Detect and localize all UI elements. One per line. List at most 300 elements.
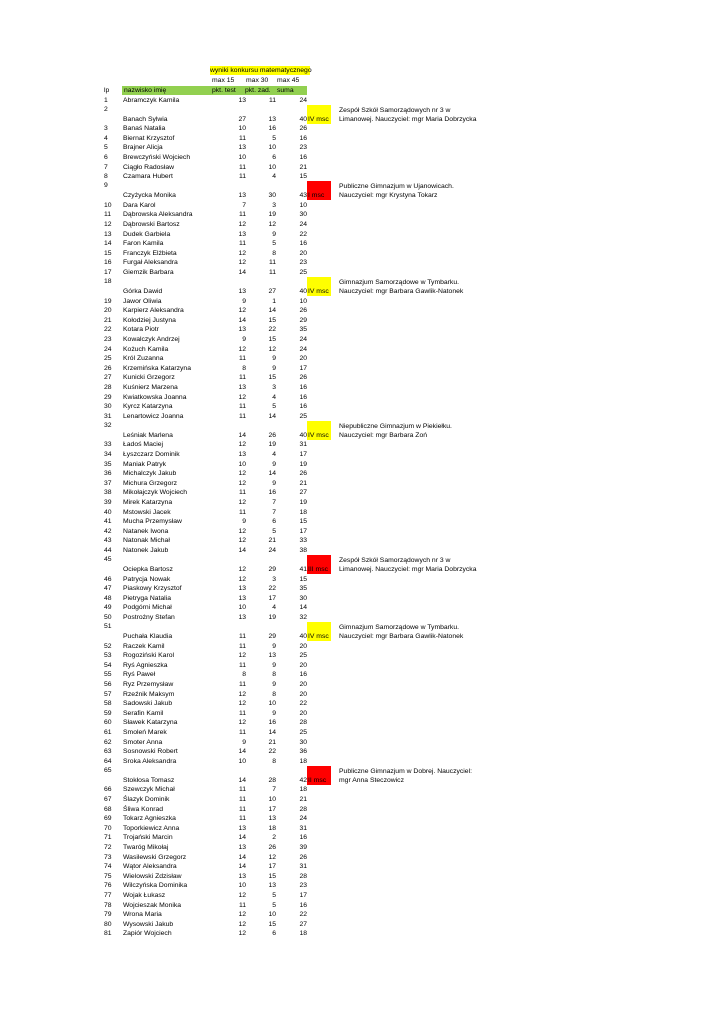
place-badge [307, 287, 331, 296]
cell-name: Zapiór Wojciech [123, 930, 172, 938]
cell-sum: 18 [299, 930, 307, 938]
cell-sum: 20 [299, 355, 307, 363]
table-row [0, 919, 724, 929]
cell-task-points: 8 [272, 671, 276, 679]
cell-lp: 74 [104, 863, 112, 871]
cell-sum: 17 [299, 527, 307, 535]
cell-sum: 25 [299, 652, 307, 660]
cell-test-points: 9 [242, 518, 246, 526]
table-row [0, 421, 724, 440]
cell-test-points: 11 [238, 661, 246, 669]
cell-task-points: 9 [272, 642, 276, 650]
cell-task-points: 28 [268, 776, 276, 784]
table-row [0, 900, 724, 910]
cell-task-points: 11 [268, 259, 276, 267]
header-lp: lp [104, 87, 110, 94]
cell-name: Ciągło Radosław [123, 163, 175, 171]
table-row [0, 910, 724, 920]
table-row [0, 296, 724, 306]
cell-task-points: 6 [272, 153, 276, 161]
cell-lp: 64 [104, 757, 112, 765]
cell-lp: 57 [104, 690, 112, 698]
table-row [0, 344, 724, 354]
cell-test-points: 13 [238, 326, 246, 334]
table-row [0, 756, 724, 766]
cell-name: Ładoś Maciej [123, 441, 164, 449]
cell-sum: 16 [299, 240, 307, 248]
table-row [0, 794, 724, 804]
cell-test-points: 10 [238, 460, 246, 468]
cell-lp: 53 [104, 652, 112, 660]
cell-lp: 32 [104, 421, 112, 429]
cell-test-points: 12 [238, 470, 246, 478]
cell-lp: 47 [104, 585, 112, 593]
cell-lp: 44 [104, 546, 112, 554]
cell-sum: 16 [299, 901, 307, 909]
cell-lp: 61 [104, 728, 112, 736]
cell-lp: 81 [104, 930, 112, 938]
cell-sum: 20 [299, 642, 307, 650]
cell-name: Król Zuzanna [123, 355, 164, 363]
cell-sum: 25 [299, 268, 307, 276]
cell-name: Natonak Michał [123, 537, 170, 545]
cell-name: Lenartowicz Joanna [123, 412, 184, 420]
cell-sum: 19 [299, 460, 307, 468]
cell-test-points: 8 [242, 671, 246, 679]
cell-sum: 35 [299, 326, 307, 334]
cell-test-points: 12 [238, 259, 246, 267]
table-row [0, 277, 724, 296]
table-row [0, 239, 724, 249]
cell-sum: 14 [299, 604, 307, 612]
cell-name: Ryz Przemysław [123, 680, 174, 688]
cell-lp: 37 [104, 479, 112, 487]
cell-task-points: 5 [272, 527, 276, 535]
cell-name: Sadowski Jakub [123, 700, 173, 708]
cell-task-points: 12 [268, 345, 276, 353]
place-label: IV msc [308, 288, 329, 295]
cell-test-points: 11 [238, 489, 246, 497]
cell-test-points: 11 [238, 633, 246, 640]
cell-task-points: 9 [272, 479, 276, 487]
school-note-line: Nauczyciel: mgr Barbara Gawlik-Natonek [339, 288, 464, 296]
cell-name: Patrycja Nowak [123, 575, 171, 583]
max-sum-label: max 45 [277, 77, 300, 84]
cell-name: Śliwa Konrad [123, 805, 164, 813]
cell-lp: 1 [104, 96, 108, 104]
cell-lp: 60 [104, 719, 112, 727]
cell-task-points: 10 [268, 911, 276, 919]
cell-test-points: 12 [238, 891, 246, 899]
table-row [0, 363, 724, 373]
table-row [0, 814, 724, 824]
cell-sum: 30 [299, 738, 307, 746]
table-row [0, 354, 724, 364]
cell-lp: 78 [104, 901, 112, 909]
cell-test-points: 14 [238, 853, 246, 861]
cell-sum: 18 [299, 786, 307, 794]
cell-sum: 26 [299, 853, 307, 861]
cell-sum: 20 [299, 661, 307, 669]
cell-name: Kunicki Grzegorz [123, 374, 175, 382]
cell-lp: 56 [104, 680, 112, 688]
cell-sum: 26 [299, 374, 307, 382]
cell-test-points: 12 [238, 690, 246, 698]
cell-task-points: 19 [268, 441, 276, 449]
cell-sum: 26 [299, 307, 307, 315]
cell-test-points: 13 [238, 230, 246, 238]
cell-lp: 79 [104, 911, 112, 919]
cell-test-points: 10 [238, 153, 246, 161]
cell-lp: 59 [104, 709, 112, 717]
cell-task-points: 5 [272, 134, 276, 142]
cell-lp: 45 [104, 556, 112, 563]
cell-task-points: 14 [268, 412, 276, 420]
cell-task-points: 22 [268, 748, 276, 756]
cell-test-points: 11 [238, 728, 246, 736]
cell-test-points: 12 [238, 498, 246, 506]
header-sum: suma [277, 87, 294, 94]
cell-lp: 21 [104, 316, 112, 324]
cell-lp: 9 [104, 182, 108, 190]
cell-sum: 28 [299, 719, 307, 727]
place-highlight [307, 555, 331, 565]
cell-lp: 29 [104, 393, 112, 401]
cell-name: Wątor Aleksandra [123, 863, 177, 871]
table-row [0, 181, 724, 200]
cell-name: Krzemińska Katarzyna [123, 364, 191, 372]
table-row [0, 660, 724, 670]
cell-lp: 30 [104, 403, 112, 411]
cell-sum: 39 [299, 843, 307, 851]
cell-name: Kowalczyk Andrzej [123, 335, 180, 343]
cell-test-points: 11 [238, 795, 246, 803]
cell-lp: 3 [104, 125, 108, 133]
cell-test-points: 12 [238, 575, 246, 583]
cell-lp: 39 [104, 498, 112, 506]
table-row [0, 679, 724, 689]
cell-name: Kotara Piotr [123, 326, 159, 334]
cell-lp: 8 [104, 173, 108, 181]
cell-sum: 43 [299, 192, 307, 200]
cell-test-points: 11 [238, 173, 246, 181]
cell-test-points: 14 [238, 431, 246, 439]
cell-task-points: 21 [268, 738, 276, 746]
cell-lp: 34 [104, 450, 112, 458]
table-row [0, 584, 724, 594]
cell-task-points: 4 [272, 173, 276, 181]
cell-name: Banaś Natalia [123, 125, 166, 133]
table-row [0, 229, 724, 239]
cell-sum: 19 [299, 498, 307, 506]
cell-task-points: 9 [272, 460, 276, 468]
cell-task-points: 8 [272, 690, 276, 698]
cell-task-points: 10 [268, 700, 276, 708]
place-badge [307, 632, 331, 641]
table-row [0, 881, 724, 891]
cell-test-points: 14 [238, 863, 246, 871]
cell-name: Michalczyk Jakub [123, 470, 177, 478]
cell-task-points: 17 [268, 863, 276, 871]
cell-name: Dąbrowski Bartosz [123, 220, 180, 228]
place-label: IV msc [308, 633, 329, 640]
table-row [0, 258, 724, 268]
cell-lp: 43 [104, 537, 112, 545]
table-row [0, 689, 724, 699]
place-highlight [307, 105, 331, 115]
table-row [0, 459, 724, 469]
cell-sum: 17 [299, 364, 307, 372]
cell-lp: 20 [104, 307, 112, 315]
cell-task-points: 5 [272, 891, 276, 899]
cell-name: Smoleń Marek [123, 728, 167, 736]
cell-test-points: 12 [238, 527, 246, 535]
cell-sum: 38 [299, 546, 307, 554]
table-row [0, 172, 724, 182]
cell-name: Rogoziński Karol [123, 652, 174, 660]
cell-test-points: 27 [238, 115, 246, 123]
cell-task-points: 7 [272, 498, 276, 506]
cell-test-points: 13 [238, 872, 246, 880]
cell-test-points: 13 [238, 192, 246, 200]
cell-task-points: 13 [268, 815, 276, 823]
cell-test-points: 12 [238, 700, 246, 708]
cell-task-points: 3 [272, 383, 276, 391]
cell-lp: 4 [104, 134, 108, 142]
cell-task-points: 15 [268, 335, 276, 343]
table-row [0, 833, 724, 843]
cell-test-points: 12 [238, 911, 246, 919]
cell-lp: 50 [104, 613, 112, 621]
place-highlight [307, 421, 331, 431]
cell-task-points: 2 [272, 834, 276, 842]
cell-task-points: 18 [268, 824, 276, 832]
cell-sum: 28 [299, 872, 307, 880]
cell-sum: 42 [299, 776, 307, 784]
cell-name: Puchała Klaudia [123, 633, 173, 640]
cell-lp: 33 [104, 441, 112, 449]
cell-task-points: 22 [268, 585, 276, 593]
table-row [0, 804, 724, 814]
table-row [0, 373, 724, 383]
cell-sum: 15 [299, 173, 307, 181]
cell-sum: 32 [299, 613, 307, 621]
cell-lp: 52 [104, 642, 112, 650]
cell-task-points: 3 [272, 575, 276, 583]
cell-test-points: 10 [238, 757, 246, 765]
cell-lp: 58 [104, 700, 112, 708]
cell-sum: 24 [299, 220, 307, 228]
cell-name: Franczyk Elżbieta [123, 249, 177, 257]
table-row [0, 651, 724, 661]
cell-sum: 22 [299, 700, 307, 708]
cell-name: Leśniak Marlena [123, 431, 173, 439]
place-badge [307, 191, 331, 200]
cell-lp: 12 [104, 220, 112, 228]
cell-test-points: 10 [238, 882, 246, 890]
cell-task-points: 17 [268, 594, 276, 602]
cell-task-points: 9 [272, 230, 276, 238]
cell-sum: 15 [299, 575, 307, 583]
cell-test-points: 12 [238, 479, 246, 487]
cell-task-points: 12 [268, 853, 276, 861]
cell-lp: 19 [104, 297, 112, 305]
cell-task-points: 5 [272, 403, 276, 411]
cell-lp: 24 [104, 345, 112, 353]
cell-test-points: 14 [238, 546, 246, 554]
cell-name: Kwiatkowska Joanna [123, 393, 187, 401]
cell-task-points: 14 [268, 470, 276, 478]
cell-lp: 54 [104, 661, 112, 669]
cell-lp: 31 [104, 412, 112, 420]
table-row [0, 402, 724, 412]
cell-name: Banach Sylwia [123, 115, 168, 123]
cell-task-points: 11 [268, 268, 276, 276]
cell-sum: 16 [299, 671, 307, 679]
cell-name: Czamara Hubert [123, 173, 173, 181]
cell-sum: 10 [299, 201, 307, 209]
table-row [0, 852, 724, 862]
cell-test-points: 12 [238, 441, 246, 449]
place-label: I msc [308, 192, 325, 200]
cell-task-points: 15 [268, 872, 276, 880]
cell-task-points: 16 [268, 719, 276, 727]
table-row [0, 267, 724, 277]
cell-sum: 20 [299, 680, 307, 688]
place-badge [307, 431, 331, 440]
table-row [0, 862, 724, 872]
cell-task-points: 5 [272, 240, 276, 248]
cell-task-points: 30 [268, 192, 276, 200]
table-row [0, 545, 724, 555]
cell-task-points: 4 [272, 450, 276, 458]
cell-test-points: 11 [238, 374, 246, 382]
cell-lp: 23 [104, 335, 112, 343]
cell-name: Serafin Kamil [123, 709, 164, 717]
cell-name: Raczek Kamil [123, 642, 165, 650]
table-row [0, 334, 724, 344]
max-zad-label: max 30 [246, 77, 269, 84]
cell-task-points: 15 [268, 374, 276, 382]
cell-test-points: 11 [238, 805, 246, 813]
table-row [0, 200, 724, 210]
cell-test-points: 7 [242, 201, 246, 209]
cell-lp: 51 [104, 623, 112, 630]
cell-test-points: 11 [238, 901, 246, 909]
cell-test-points: 10 [238, 125, 246, 133]
cell-test-points: 12 [238, 652, 246, 660]
school-note-line: Limanowej. Nauczyciel: mgr Maria Dobrzycka [339, 566, 477, 574]
cell-sum: 24 [299, 345, 307, 353]
cell-name: Ślazyk Dominik [123, 795, 170, 803]
cell-lp: 77 [104, 891, 112, 899]
cell-task-points: 26 [268, 431, 276, 439]
cell-lp: 36 [104, 470, 112, 478]
cell-task-points: 13 [268, 115, 276, 123]
table-row [0, 392, 724, 402]
cell-test-points: 12 [238, 249, 246, 257]
table-row [0, 143, 724, 153]
cell-name: Kołodziej Justyna [123, 316, 176, 324]
cell-task-points: 24 [268, 546, 276, 554]
cell-sum: 26 [299, 470, 307, 478]
school-note-line: Publiczne Gimnazjum w Dobrej. Nauczyciel: [339, 767, 472, 775]
cell-sum: 17 [299, 891, 307, 899]
cell-sum: 20 [299, 709, 307, 717]
table-row [0, 210, 724, 220]
table-row [0, 555, 724, 574]
cell-lp: 27 [104, 374, 112, 382]
cell-lp: 72 [104, 843, 112, 851]
school-note-line: Nauczyciel: mgr Krystyna Tokarz [339, 192, 438, 200]
table-row [0, 105, 724, 124]
table-row [0, 325, 724, 335]
cell-name: Wielowski Zdzisław [123, 872, 182, 880]
cell-test-points: 11 [238, 163, 246, 171]
cell-test-points: 11 [238, 403, 246, 411]
table-row [0, 507, 724, 517]
cell-test-points: 13 [238, 843, 246, 851]
table-row [0, 699, 724, 709]
cell-task-points: 22 [268, 326, 276, 334]
cell-name: Twaróg Mikołaj [123, 843, 169, 851]
school-note-line: Limanowej. Nauczyciel: mgr Maria Dobrzycka [339, 115, 477, 123]
cell-task-points: 9 [272, 661, 276, 669]
cell-test-points: 11 [238, 211, 246, 219]
cell-lp: 48 [104, 594, 112, 602]
cell-lp: 65 [104, 766, 112, 774]
cell-lp: 62 [104, 738, 112, 746]
cell-task-points: 10 [268, 144, 276, 152]
cell-name: Biernat Krzysztof [123, 134, 175, 142]
cell-test-points: 9 [242, 738, 246, 746]
cell-sum: 16 [299, 383, 307, 391]
place-highlight [307, 277, 331, 287]
cell-name: Trojański Marcin [123, 834, 173, 842]
school-note-line: Niepubliczne Gimnazjum w Piekiełku. [339, 422, 452, 430]
cell-sum: 40 [299, 633, 307, 640]
cell-test-points: 12 [238, 220, 246, 228]
cell-test-points: 13 [238, 288, 246, 295]
cell-sum: 24 [299, 335, 307, 343]
table-row [0, 497, 724, 507]
cell-sum: 24 [299, 96, 307, 104]
sheet-title: wyniki konkursu matematycznego [210, 67, 312, 74]
cell-name: Stokłosa Tomasz [123, 776, 175, 784]
cell-sum: 26 [299, 125, 307, 133]
cell-sum: 28 [299, 805, 307, 813]
cell-lp: 15 [104, 249, 112, 257]
cell-name: Ociepka Bartosz [123, 566, 173, 573]
cell-sum: 16 [299, 153, 307, 161]
table-row [0, 842, 724, 852]
cell-name: Wrona Maria [123, 911, 162, 919]
cell-task-points: 13 [268, 882, 276, 890]
table-row [0, 315, 724, 325]
max-test-label: max 15 [212, 77, 235, 84]
cell-name: Wasilewski Grzegorz [123, 853, 187, 861]
cell-lp: 70 [104, 824, 112, 832]
table-row [0, 124, 724, 134]
cell-name: Mstowski Jacek [123, 508, 171, 516]
cell-lp: 68 [104, 805, 112, 813]
cell-task-points: 8 [272, 249, 276, 257]
cell-test-points: 13 [238, 824, 246, 832]
cell-name: Piaskowy Krzysztof [123, 585, 182, 593]
cell-lp: 13 [104, 230, 112, 238]
cell-sum: 36 [299, 748, 307, 756]
table-row [0, 612, 724, 622]
